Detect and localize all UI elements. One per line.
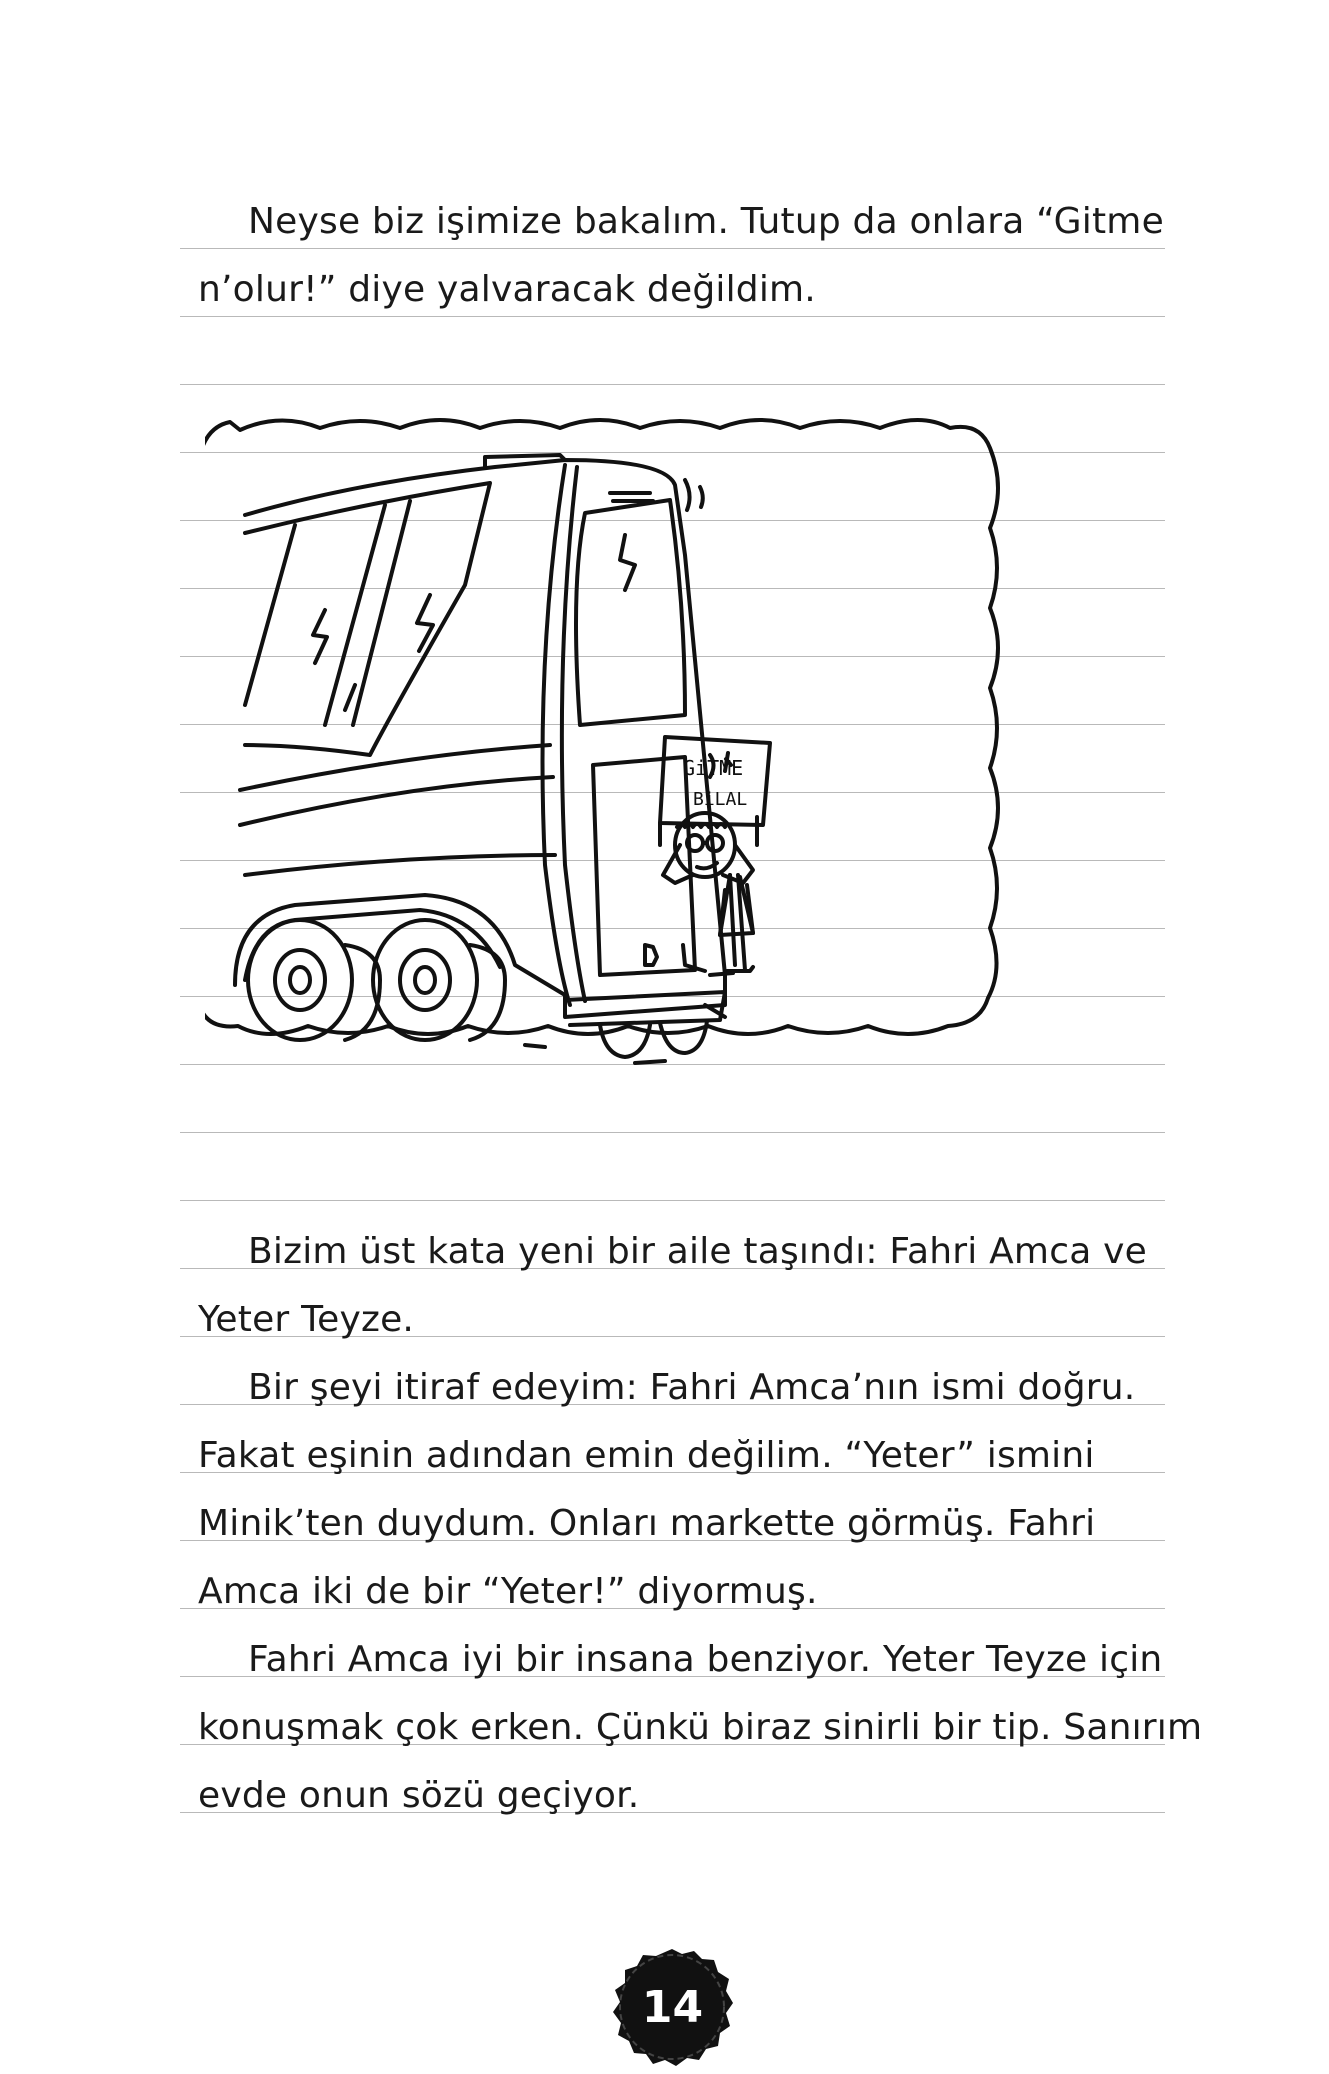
ruled-line (180, 384, 1165, 385)
ruled-line (180, 1200, 1165, 1201)
paragraph-1-line-2: n’olur!” diye yalvaracak değildim. (198, 269, 816, 310)
sign-board (660, 737, 770, 825)
paragraph-3-line-3: Minik’ten duydum. Onları markette görmüş. Fahri (198, 1503, 1096, 1544)
paragraph-3-line-2: Fakat eşinin adından emin değilim. “Yeter” ismini (198, 1435, 1095, 1476)
paragraph-4-line-3: evde onun sözü geçiyor. (198, 1775, 640, 1816)
ruled-line (180, 316, 1165, 317)
page-number: 14 (641, 1982, 704, 2033)
paragraph-2-line-1: Bizim üst kata yeni bir aile taşındı: Fahri Amca ve (248, 1231, 1147, 1272)
ruled-line (180, 1132, 1165, 1133)
paragraph-2-line-2: Yeter Teyze. (198, 1299, 415, 1340)
paragraph-3-line-1: Bir şeyi itiraf edeyim: Fahri Amca’nın ismi doğru. (248, 1367, 1136, 1408)
paragraph-3-line-4: Amca iki de bir “Yeter!” diyormuş. (198, 1571, 818, 1612)
page-number-badge (610, 1945, 735, 2070)
paragraph-4-line-1: Fahri Amca iyi bir insana benziyor. Yeter Teyze için (248, 1639, 1163, 1680)
sign-text-line-2: BiLAL (693, 789, 748, 810)
paragraph-1-line-1: Neyse biz işimize bakalım. Tutup da onlara “Gitme (248, 201, 1164, 242)
ruled-line (180, 248, 1165, 249)
paragraph-4-line-2: konuşmak çok erken. Çünkü biraz sinirli bir tip. Sanırım (198, 1707, 1203, 1748)
sign-text-line-1: GiTME (683, 756, 744, 780)
wheel-front (248, 920, 352, 1040)
bus-illustration (205, 405, 1125, 1125)
wheel-back (373, 920, 477, 1040)
